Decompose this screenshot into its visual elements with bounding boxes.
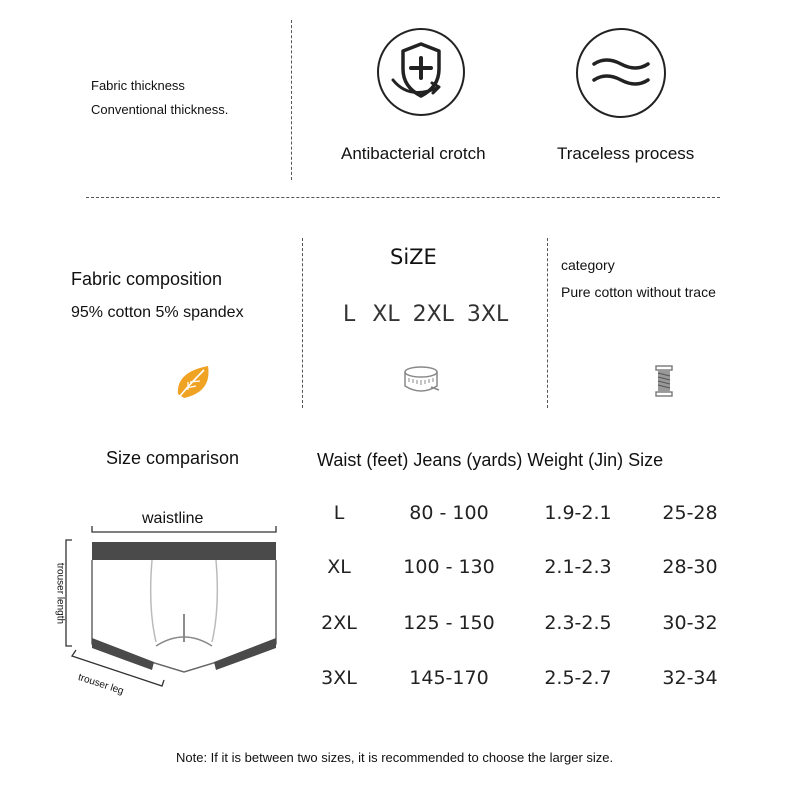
divider-vertical (547, 238, 548, 408)
waistline-label: waistline (142, 510, 204, 527)
traceless-label: Traceless process (557, 144, 695, 163)
fabric-thickness-value: Conventional thickness. (91, 102, 229, 117)
size-title: SiZE (390, 245, 437, 269)
wave-lines-icon (576, 28, 666, 118)
size-options (343, 302, 508, 327)
tape-measure-icon (401, 364, 441, 396)
thread-spool-icon (653, 364, 675, 398)
size-note: Note: If it is between two sizes, it is recommended to choose the larger size. (176, 750, 614, 765)
size-option: XL (372, 302, 400, 327)
weight-cell: 25-28 (662, 502, 718, 524)
waist-cell: 80 - 100 (409, 502, 489, 524)
category-value: Pure cotton without trace (561, 284, 716, 300)
leaf-icon (174, 362, 214, 402)
size-cell: 2XL (321, 612, 357, 634)
weight-cell: 28-30 (662, 556, 718, 578)
size-option: 2XL (412, 302, 454, 327)
size-cell: XL (327, 556, 351, 578)
composition-value: 95% cotton 5% spandex (71, 304, 244, 321)
jeans-cell: 2.1-2.3 (544, 556, 612, 578)
trouser-length-label: trouser length (54, 562, 66, 625)
weight-cell: 32-34 (662, 667, 718, 689)
category-title: category (561, 257, 615, 273)
jeans-cell: 2.5-2.7 (544, 667, 612, 689)
waist-cell: 125 - 150 (403, 612, 495, 634)
size-comparison-title: Size comparison (106, 448, 240, 468)
size-cell: L (333, 502, 345, 524)
jeans-cell: 1.9-2.1 (544, 502, 612, 524)
size-option: L (343, 302, 356, 327)
divider-vertical (291, 20, 292, 180)
divider-vertical (302, 238, 303, 408)
size-cell: 3XL (321, 667, 357, 689)
size-option: 3XL (466, 302, 509, 327)
weight-cell: 30-32 (662, 612, 718, 634)
size-table-header: Waist (feet) Jeans (yards) Weight (Jin) Size (317, 450, 664, 470)
divider-horizontal (86, 197, 720, 198)
waist-cell: 100 - 130 (403, 556, 495, 578)
waist-cell: 145-170 (409, 667, 489, 689)
antibacterial-label: Antibacterial crotch (341, 144, 486, 163)
trouser-leg-label: trouser leg (76, 672, 125, 698)
fabric-thickness-title: Fabric thickness (91, 78, 185, 93)
shield-plus-icon (377, 28, 465, 116)
composition-title: Fabric composition (71, 269, 223, 289)
jeans-cell: 2.3-2.5 (544, 612, 612, 634)
